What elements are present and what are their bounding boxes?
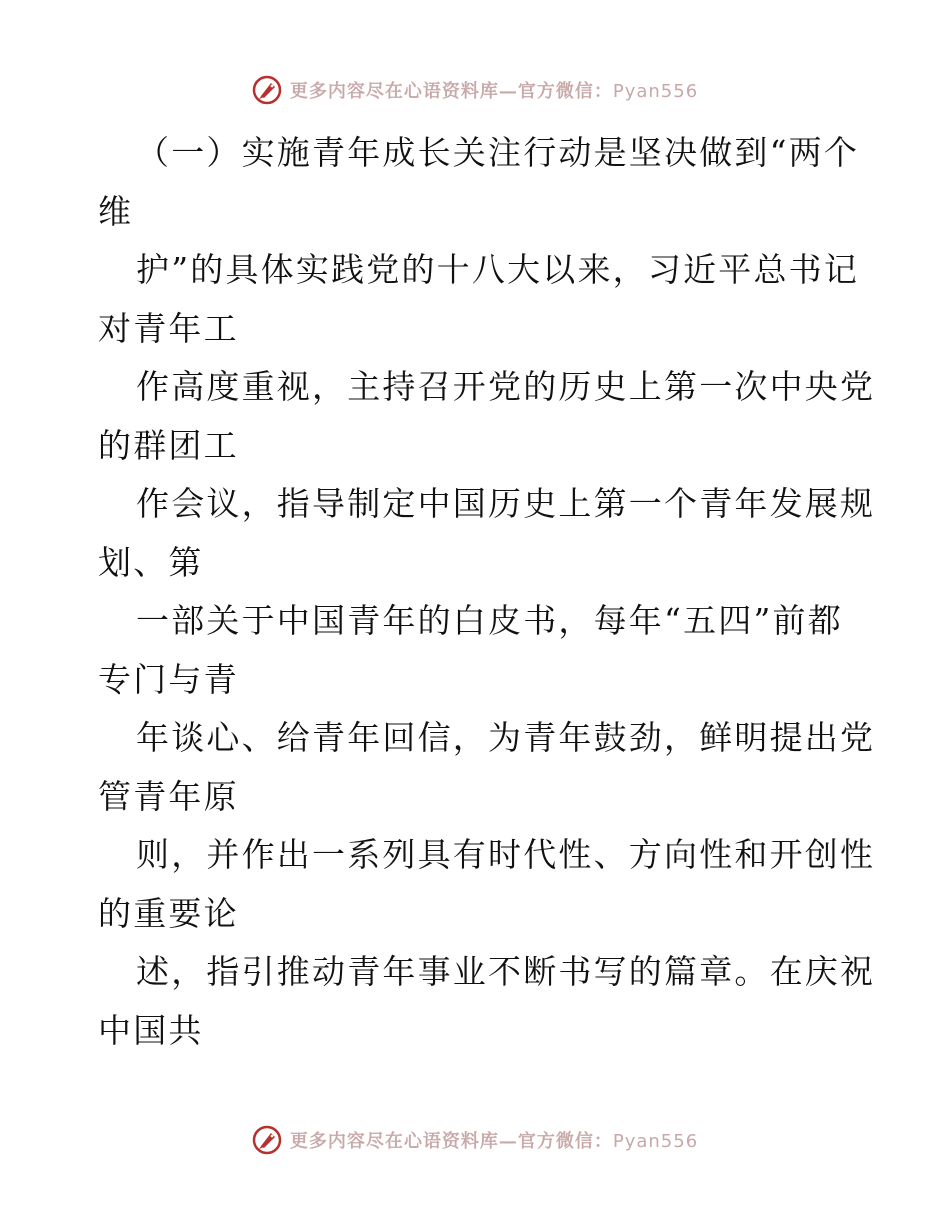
body-line: 中国共: [98, 1010, 204, 1050]
body-line: 专门与青: [98, 659, 239, 699]
footer-wechat-id: Pyan556: [612, 1131, 699, 1152]
document-body: [98, 124, 876, 1060]
body-line: 作高度重视，主持召开党的历史上第一次中央党: [136, 367, 876, 406]
page-header-banner: [0, 70, 950, 110]
body-line: 则，并作出一系列具有时代性、方向性和开创性: [136, 835, 876, 874]
body-line: 对青年工: [98, 308, 239, 348]
body-line: 述，指引推动青年事业不断书写的篇章。在庆祝: [136, 952, 876, 991]
header-banner-text: [290, 77, 698, 103]
body-line: 管青年原: [98, 776, 239, 816]
footer-banner-text: [290, 1127, 698, 1153]
body-line: 的群团工: [98, 425, 239, 465]
body-line: 作会议，指导制定中国历史上第一个青年发展规: [136, 484, 876, 523]
body-line: 划、第: [98, 542, 204, 582]
pen-nib-logo-icon: [252, 1125, 282, 1155]
body-line: （一）实施青年成长关注行动是坚决做到“两个: [136, 133, 860, 172]
body-line: 年谈心、给青年回信，为青年鼓劲，鲜明提出党: [136, 718, 876, 757]
body-line: 一部关于中国青年的白皮书，每年“五四”前都: [136, 601, 843, 640]
header-banner-label: 更多内容尽在心语资料库—官方微信：: [289, 81, 613, 102]
footer-banner-label: 更多内容尽在心语资料库—官方微信：: [289, 1131, 613, 1152]
header-wechat-id: Pyan556: [612, 81, 699, 102]
page-footer-banner: [0, 1120, 950, 1160]
body-line: 维: [98, 191, 134, 231]
pen-nib-logo-icon: [252, 75, 282, 105]
body-line: 护”的具体实践党的十八大以来，习近平总书记: [136, 250, 860, 289]
body-line: 的重要论: [98, 893, 239, 933]
